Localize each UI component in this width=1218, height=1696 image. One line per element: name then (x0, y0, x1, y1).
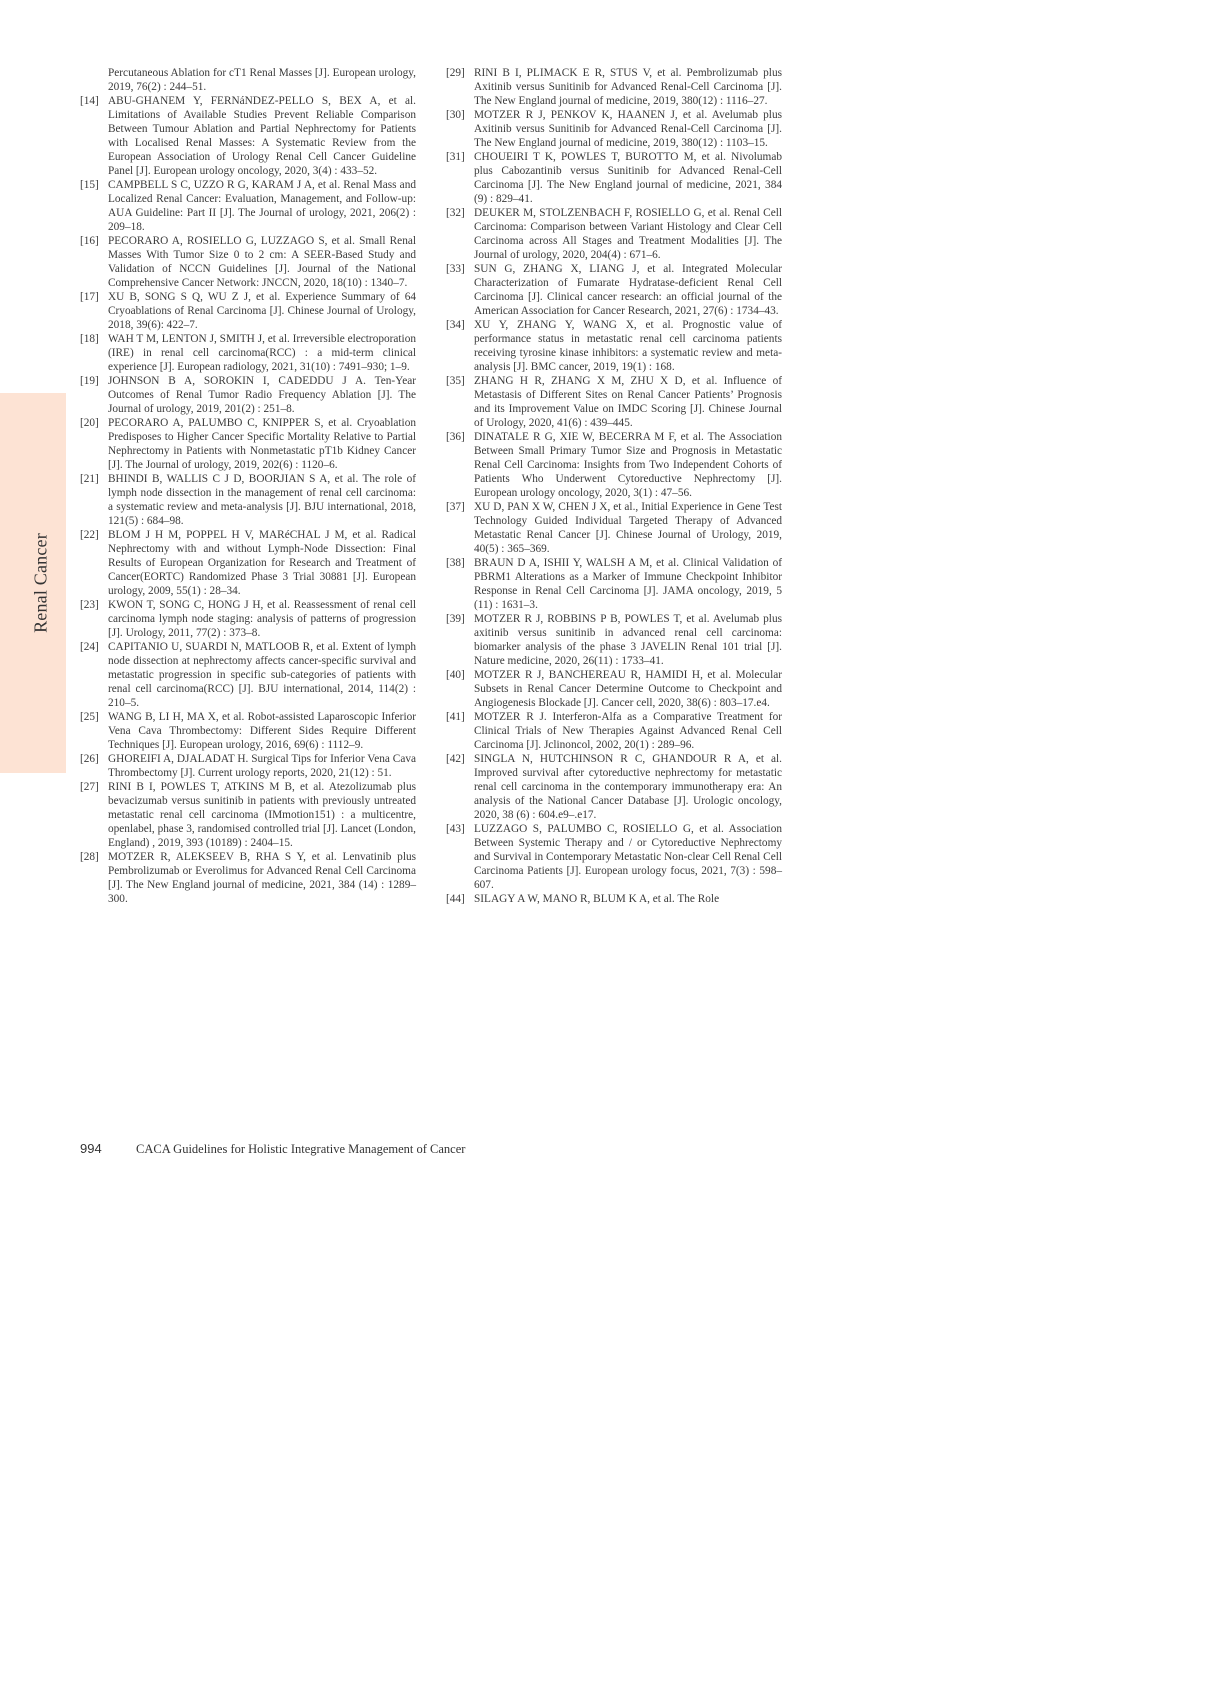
reference-text: BRAUN D A, ISHII Y, WALSH A M, et al. Clinical Validation of PBRM1 Alterations as a Marker of Immune Checkpoint Inhibitor Response in Renal Cell Carcinoma [J]. JAMA oncology, 2019, 5 (11) : 1631–3. (474, 557, 782, 611)
reference-number: [40] (446, 669, 465, 681)
reference-text: PECORARO A, ROSIELLO G, LUZZAGO S, et al. Small Renal Masses With Tumor Size 0 to 2 cm: A SEER-Based Study and Validation of NCCN Guidelines [J]. Journal of the National Comprehensive Cancer Network: JNCCN, 2020, 18(10) : 1340–7. (108, 235, 416, 289)
reference-item (80, 374, 416, 416)
reference-item (80, 416, 416, 472)
reference-number: [23] (80, 599, 99, 611)
reference-text: GHOREIFI A, DJALADAT H. Surgical Tips for Inferior Vena Cava Thrombectomy [J]. Current urology reports, 2020, 21(12) : 51. (108, 753, 416, 779)
reference-text: XU Y, ZHANG Y, WANG X, et al. Prognostic value of performance status in metastatic renal cell carcinoma patients receiving tyrosine kinase inhibitors: a systematic review and meta-analysis [J]. BMC cancer, 2019, 19(1) : 168. (474, 319, 782, 373)
reference-item (80, 528, 416, 598)
reference-text: SINGLA N, HUTCHINSON R C, GHANDOUR R A, et al. Improved survival after cytoreductive nephrectomy for metastatic renal cell carcinoma in the contemporary immunotherapy era: An analysis of the National Cancer Database [J]. Urologic oncology, 2020, 38 (6) : 604.e9–.e17. (474, 753, 782, 821)
reference-text: MOTZER R J, PENKOV K, HAANEN J, et al. Avelumab plus Axitinib versus Sunitinib for Advanced Renal-Cell Carcinoma [J]. The New England journal of medicine, 2019, 380(12) : 1103–15. (474, 109, 782, 149)
references-right-column (446, 66, 782, 906)
reference-number: [15] (80, 179, 99, 191)
reference-number: [34] (446, 319, 465, 331)
reference-item (80, 234, 416, 290)
reference-number: [32] (446, 207, 465, 219)
reference-number: [26] (80, 753, 99, 765)
reference-number: [21] (80, 473, 99, 485)
reference-text: MOTZER R J, ROBBINS P B, POWLES T, et al. Avelumab plus axitinib versus sunitinib in advanced renal cell carcinoma: biomarker analysis of the phase 3 JAVELIN Renal 101 trial [J]. Nature medicine, 2020, 26(11) : 1733–41. (474, 613, 782, 667)
reference-number: [14] (80, 95, 99, 107)
page-footer (80, 1141, 465, 1157)
reference-text: Percutaneous Ablation for cT1 Renal Masses [J]. European urology, 2019, 76(2) : 244–51. (108, 67, 416, 93)
reference-number: [44] (446, 893, 465, 905)
reference-item (446, 150, 782, 206)
reference-item (80, 94, 416, 178)
journal-title: CACA Guidelines for Holistic Integrative Management of Cancer (136, 1142, 466, 1156)
reference-text: XU B, SONG S Q, WU Z J, et al. Experience Summary of 64 Cryoablations of Renal Carcinoma [J]. Chinese Journal of Urology, 2018, 39(6): 422–7. (108, 291, 416, 331)
reference-text: CAPITANIO U, SUARDI N, MATLOOB R, et al. Extent of lymph node dissection at nephrectomy affects cancer-specific survival and metastatic progression in specific sub-categories of patients with renal cell carcinoma(RCC) [J]. BJU international, 2014, 114(2) : 210–5. (108, 641, 416, 709)
reference-number: [35] (446, 375, 465, 387)
reference-item (446, 262, 782, 318)
reference-text: WAH T M, LENTON J, SMITH J, et al. Irreversible electroporation (IRE) in renal cell carcinoma(RCC) : a mid-term clinical experience [J]. European radiology, 2021, 31(10) : 7491–930; 1–9. (108, 333, 416, 373)
reference-number: [28] (80, 851, 99, 863)
reference-text: KWON T, SONG C, HONG J H, et al. Reassessment of renal cell carcinoma lymph node staging: analysis of patterns of progression [J]. Urology, 2011, 77(2) : 373–8. (108, 599, 416, 639)
reference-text: CHOUEIRI T K, POWLES T, BUROTTO M, et al. Nivolumab plus Cabozantinib versus Sunitinib for Advanced Renal-Cell Carcinoma [J]. The New England journal of medicine, 2021, 384 (9) : 829–41. (474, 151, 782, 205)
reference-item (446, 374, 782, 430)
reference-item (446, 668, 782, 710)
reference-text: ABU-GHANEM Y, FERNáNDEZ-PELLO S, BEX A, et al. Limitations of Available Studies Prevent Reliable Comparison Between Tumour Ablation and Partial Nephrectomy for Patients with Localised Renal Masses: A Systematic Review from the European Association of Urology Renal Cell Cancer Guideline Panel [J]. European urology oncology, 2020, 3(4) : 433–52. (108, 95, 416, 177)
reference-text: SILAGY A W, MANO R, BLUM K A, et al. The Role (474, 893, 720, 905)
reference-text: XU D, PAN X W, CHEN J X, et al., Initial Experience in Gene Test Technology Guided Individual Targeted Therapy of Advanced Metastatic Renal Cancer [J]. Chinese Journal of Urology, 2019, 40(5) : 365–369. (474, 501, 782, 555)
reference-item (80, 66, 416, 94)
reference-item (80, 640, 416, 710)
reference-item (446, 500, 782, 556)
reference-number: [19] (80, 375, 99, 387)
reference-item (446, 108, 782, 150)
reference-text: DEUKER M, STOLZENBACH F, ROSIELLO G, et al. Renal Cell Carcinoma: Comparison between Variant Histology and Clear Cell Carcinoma across All Stages and Treatment Modalities [J]. The Journal of urology, 2020, 204(4) : 671–6. (474, 207, 782, 261)
reference-item (80, 752, 416, 780)
reference-number: [41] (446, 711, 465, 723)
reference-text: RINI B I, POWLES T, ATKINS M B, et al. Atezolizumab plus bevacizumab versus sunitinib in patients with previously untreated metastatic renal cell carcinoma (IMmotion151) : a multicentre, openlabel, phase 3, randomised controlled trial [J]. Lancet (London, England) , 2019, 393 (10189) : 2404–15. (108, 781, 416, 849)
reference-text: DINATALE R G, XIE W, BECERRA M F, et al. The Association Between Small Primary Tumor Size and Prognosis in Metastatic Renal Cell Carcinoma: Insights from Two Independent Cohorts of Patients Who Underwent Cytoreductive Nephrectomy [J]. European urology oncology, 2020, 3(1) : 47–56. (474, 431, 782, 499)
reference-number: [17] (80, 291, 99, 303)
reference-number: [20] (80, 417, 99, 429)
reference-item (80, 598, 416, 640)
reference-item (80, 332, 416, 374)
reference-item (446, 430, 782, 500)
reference-number: [42] (446, 753, 465, 765)
reference-item (446, 66, 782, 108)
reference-number: [37] (446, 501, 465, 513)
reference-item (80, 850, 416, 906)
reference-item (446, 892, 782, 906)
reference-text: BLOM J H M, POPPEL H V, MARéCHAL J M, et al. Radical Nephrectomy with and without Lymph-Node Dissection: Final Results of European Organization for Research and Treatment of Cancer(EORTC) Randomized Phase 3 Trial 30881 [J]. European urology, 2009, 55(1) : 28–34. (108, 529, 416, 597)
reference-item (80, 178, 416, 234)
reference-text: SUN G, ZHANG X, LIANG J, et al. Integrated Molecular Characterization of Fumarate Hydratase-deficient Renal Cell Carcinoma [J]. Clinical cancer research: an official journal of the American Association for Cancer Research, 2021, 27(6) : 1734–43. (474, 263, 782, 317)
reference-item (446, 556, 782, 612)
reference-item (80, 780, 416, 850)
reference-item (446, 822, 782, 892)
reference-text: ZHANG H R, ZHANG X M, ZHU X D, et al. Influence of Metastasis of Different Sites on Renal Cancer Patients’ Prognosis and its Improvement Value on IMDC Scoring [J]. Chinese Journal of Urology, 2020, 41(6) : 439–445. (474, 375, 782, 429)
reference-item (446, 612, 782, 668)
reference-text: MOTZER R J. Interferon-Alfa as a Comparative Treatment for Clinical Trials of New Therapies Against Advanced Renal Cell Carcinoma [J]. Jclinoncol, 2002, 20(1) : 289–96. (474, 711, 782, 751)
reference-text: JOHNSON B A, SOROKIN I, CADEDDU J A. Ten-Year Outcomes of Renal Tumor Radio Frequency Ablation [J]. The Journal of urology, 2019, 201(2) : 251–8. (108, 375, 416, 415)
reference-item (446, 710, 782, 752)
reference-number: [18] (80, 333, 99, 345)
references-left-column (80, 66, 416, 906)
reference-text: LUZZAGO S, PALUMBO C, ROSIELLO G, et al. Association Between Systemic Therapy and / or Cytoreductive Nephrectomy and Survival in Contemporary Metastatic Non-clear Cell Renal Cell Carcinoma Patients [J]. European urology focus, 2021, 7(3) : 598–607. (474, 823, 782, 891)
reference-number: [39] (446, 613, 465, 625)
reference-text: MOTZER R, ALEKSEEV B, RHA S Y, et al. Lenvatinib plus Pembrolizumab or Everolimus for Advanced Renal Cell Carcinoma [J]. The New England journal of medicine, 2021, 384 (14) : 1289–300. (108, 851, 416, 905)
reference-number: [43] (446, 823, 465, 835)
section-tab-label: Renal Cancer (30, 533, 51, 633)
reference-item (80, 472, 416, 528)
reference-number: [30] (446, 109, 465, 121)
reference-number: [25] (80, 711, 99, 723)
reference-number: [27] (80, 781, 99, 793)
reference-item (446, 318, 782, 374)
reference-number: [31] (446, 151, 465, 163)
reference-number: [29] (446, 67, 465, 79)
reference-text: MOTZER R J, BANCHEREAU R, HAMIDI H, et al. Molecular Subsets in Renal Cancer Determine Outcome to Checkpoint and Angiogenesis Blockade [J]. Cancer cell, 2020, 38(6) : 803–17.e4. (474, 669, 782, 709)
reference-text: BHINDI B, WALLIS C J D, BOORJIAN S A, et al. The role of lymph node dissection in the management of renal cell carcinoma: a systematic review and meta-analysis [J]. BJU international, 2018, 121(5) : 684–98. (108, 473, 416, 527)
reference-number: [38] (446, 557, 465, 569)
reference-number: [22] (80, 529, 99, 541)
reference-number: [36] (446, 431, 465, 443)
page-number: 994 (80, 1141, 102, 1156)
reference-text: RINI B I, PLIMACK E R, STUS V, et al. Pembrolizumab plus Axitinib versus Sunitinib for Advanced Renal-Cell Carcinoma [J]. The New England journal of medicine, 2019, 380(12) : 1116–27. (474, 67, 782, 107)
reference-item (80, 290, 416, 332)
reference-text: CAMPBELL S C, UZZO R G, KARAM J A, et al. Renal Mass and Localized Renal Cancer: Evaluation, Management, and Follow-up: AUA Guideline: Part II [J]. The Journal of urology, 2021, 206(2) : 209–18. (108, 179, 416, 233)
reference-text: WANG B, LI H, MA X, et al. Robot-assisted Laparoscopic Inferior Vena Cava Thrombectomy: Different Sides Require Different Techniques [J]. European urology, 2016, 69(6) : 1112–9. (108, 711, 416, 751)
reference-number: [24] (80, 641, 99, 653)
reference-number: [16] (80, 235, 99, 247)
reference-item (446, 752, 782, 822)
reference-item (446, 206, 782, 262)
reference-item (80, 710, 416, 752)
reference-number: [33] (446, 263, 465, 275)
reference-text: PECORARO A, PALUMBO C, KNIPPER S, et al. Cryoablation Predisposes to Higher Cancer Specific Mortality Relative to Partial Nephrectomy in Patients with Nonmetastatic pT1b Kidney Cancer [J]. The Journal of urology, 2019, 202(6) : 1120–6. (108, 417, 416, 471)
